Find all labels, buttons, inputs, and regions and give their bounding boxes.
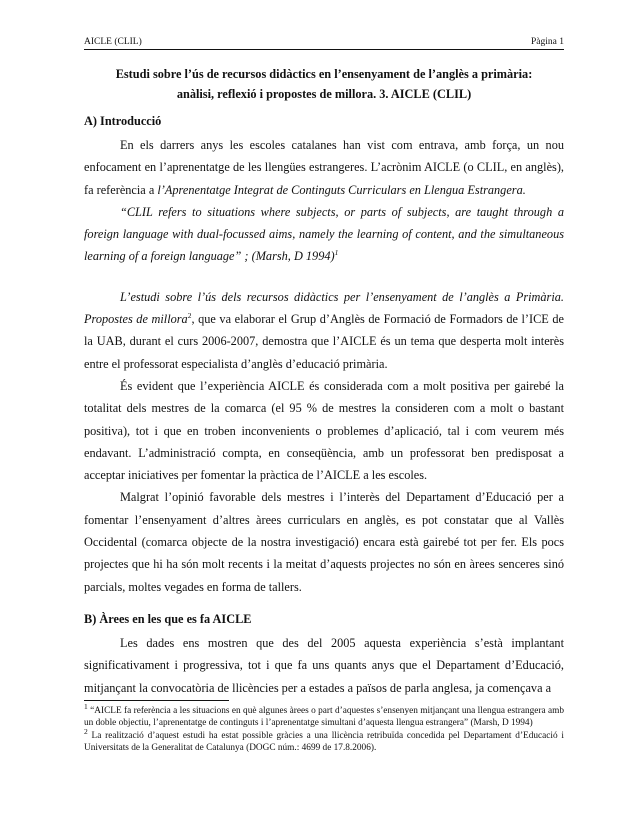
footnote-2 (84, 726, 564, 755)
paragraph-intro (84, 134, 564, 201)
paragraph-intro-text: En els darrers anys les escoles catalanes han vist com entrava, amb força, un nou enfocament en l’aprenentatge de les llengües estrangeres. L’acrònim AICLE (o CLIL, en anglès), fa referència a (84, 138, 564, 197)
page-number: Pàgina 1 (531, 37, 564, 47)
page-header (84, 36, 564, 50)
footnote-1-number: 1 (84, 701, 88, 711)
footnote-divider (84, 700, 229, 701)
paragraph-opinion: Malgrat l’opinió favorable dels mestres i l’interès del Departament d’Educació per a fomentar l’ensenyament d’altres àrees curriculars en anglès, es pot constatar que al Vallès Occidental (comarca objecte de la nostra investigació) encara està gairebé tot per fer. Els pocs projectes que hi ha són molt recents i la meitat d’aquests projectes no són en àrees senceres sinó parcials, moltes vegades en forma de tallers. (84, 490, 564, 594)
paragraph-study-text: , que va elaborar el Grup d’Anglès de Formació de Formadors de l’ICE de la UAB, durant el curs 2006-2007, demostra que l’AICLE és un tema que desperta molt interès entre el professorat especialista d’anglès d’educació primària. (84, 312, 564, 371)
title-line-1: Estudi sobre l’ús de recursos didàctics en l’ensenyament de l’anglès a primària: (115, 67, 533, 81)
document-title (84, 64, 564, 104)
title-line-2: anàlisi, reflexió i propostes de millora. 3. AICLE (CLIL) (176, 87, 472, 101)
footnote-1 (84, 701, 564, 730)
clil-quote (84, 201, 564, 268)
footnote-ref-2: 2 (187, 310, 192, 320)
section-a-heading: A) Introducció (84, 114, 162, 128)
document-body (84, 110, 564, 699)
paragraph-intro-italic: l’Aprenentatge Integrat de Continguts Curriculars en Llengua Estrangera. (157, 182, 526, 197)
paragraph-study (84, 286, 564, 375)
footnote-2-number: 2 (84, 726, 88, 736)
section-b-heading: B) Àrees en les que es fa AICLE (84, 611, 252, 626)
footnote-1-text: “AICLE fa referència a les situacions en què algunes àrees o part d’aquestes s’ensenyen mitjançant una llengua estrangera amb un doble objectiu, l’aprenentatge de continguts i l’aprenentatge simultani d’aquesta llengua estrangera” (Marsh, D 1994) (84, 706, 564, 729)
paragraph-experience: És evident que l’experiència AICLE és considerada com a molt positiva per gairebé la totalitat dels mestres de la comarca (el 95 % de mestres la consideren com a molt o bastant positiva), tot i que en troben inconvenients o problemes d’aplicació, tal i com veurem més endavant. L’administració compta, en conseqüència, amb un professorat ben predisposat a acceptar iniciatives per fomentar la pràctica de l’AICLE a les escoles. (84, 378, 564, 483)
footnote-2-text: La realització d’aquest estudi ha estat possible gràcies a una llicència retribuïda concedida pel Departament d’Educació i Universitats de la Generalitat de Catalunya (DOGC núm.: 4699 de 17.8.2006). (84, 730, 564, 754)
paragraph-data: Les dades ens mostren que des del 2005 aquesta experiència s’està implantant significativament i progressiva, tot i que fa uns quants anys que el Departament d’Educació, mitjançant la convocatòria de llicències per a estades a països de parla anglesa, ja començava a (84, 635, 564, 695)
paragraph-study-italic: L’estudi sobre l’ús dels recursos didàctics per l’ensenyament de l’anglès a Primària. Propostes de millora (84, 289, 564, 327)
footnote-ref-1: 1 (334, 248, 339, 258)
header-left-text: AICLE (CLIL) (84, 37, 142, 47)
footnotes (84, 701, 564, 755)
clil-quote-text: “CLIL refers to situations where subjects, or parts of subjects, are taught through a foreign language with dual-focussed aims, namely the learning of content, and the simultaneous learning of a foreign language” ; (Marsh, D 1994) (84, 204, 564, 264)
